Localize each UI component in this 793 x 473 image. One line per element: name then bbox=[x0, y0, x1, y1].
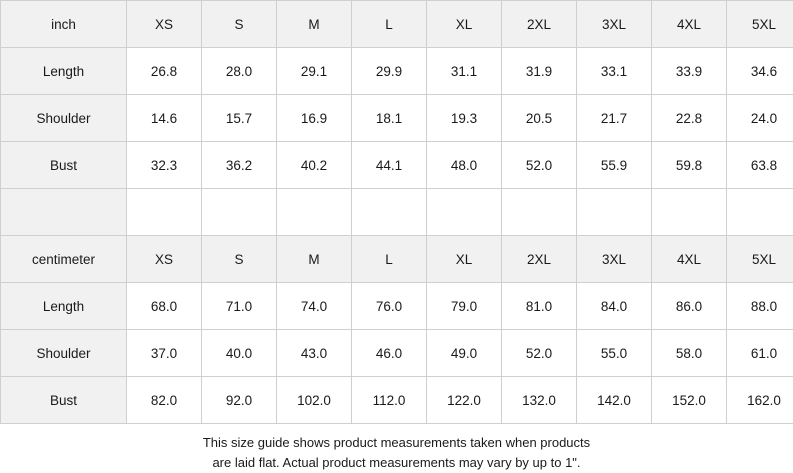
size-header-xs: XS bbox=[127, 1, 202, 48]
cell-bust-inch-5xl: 63.8 bbox=[727, 142, 793, 189]
cell-length-cm-s: 71.0 bbox=[202, 283, 277, 330]
spacer-cell bbox=[577, 189, 652, 236]
cell-length-cm-xl: 79.0 bbox=[427, 283, 502, 330]
note-line-2: are laid flat. Actual product measurements may vary by up to 1". bbox=[0, 453, 793, 473]
table-row bbox=[1, 142, 793, 189]
cell-bust-inch-xl: 48.0 bbox=[427, 142, 502, 189]
unit-header-inch: inch bbox=[1, 1, 127, 48]
row-header-shoulder-cm: Shoulder bbox=[1, 330, 127, 377]
spacer-cell bbox=[277, 189, 352, 236]
cell-bust-inch-4xl: 59.8 bbox=[652, 142, 727, 189]
cell-length-cm-3xl: 84.0 bbox=[577, 283, 652, 330]
row-header-bust-inch: Bust bbox=[1, 142, 127, 189]
cell-bust-cm-5xl: 162.0 bbox=[727, 377, 793, 424]
size-header-cm-5xl: 5XL bbox=[727, 236, 793, 283]
note-line-1: This size guide shows product measurements taken when products bbox=[0, 433, 793, 453]
unit-header-centimeter: centimeter bbox=[1, 236, 127, 283]
row-header-length-inch: Length bbox=[1, 48, 127, 95]
size-header-m: M bbox=[277, 1, 352, 48]
size-header-cm-s: S bbox=[202, 236, 277, 283]
cell-length-inch-5xl: 34.6 bbox=[727, 48, 793, 95]
cell-length-inch-xs: 26.8 bbox=[127, 48, 202, 95]
table-row bbox=[1, 48, 793, 95]
spacer-cell bbox=[727, 189, 793, 236]
cell-shoulder-cm-2xl: 52.0 bbox=[502, 330, 577, 377]
cell-length-cm-m: 74.0 bbox=[277, 283, 352, 330]
cell-length-inch-3xl: 33.1 bbox=[577, 48, 652, 95]
cell-bust-cm-4xl: 152.0 bbox=[652, 377, 727, 424]
cell-bust-cm-xs: 82.0 bbox=[127, 377, 202, 424]
cell-shoulder-cm-l: 46.0 bbox=[352, 330, 427, 377]
cell-bust-cm-xl: 122.0 bbox=[427, 377, 502, 424]
row-header-length-cm: Length bbox=[1, 283, 127, 330]
cell-length-inch-s: 28.0 bbox=[202, 48, 277, 95]
spacer-cell bbox=[652, 189, 727, 236]
size-header-5xl: 5XL bbox=[727, 1, 793, 48]
cell-bust-inch-3xl: 55.9 bbox=[577, 142, 652, 189]
spacer-cell bbox=[502, 189, 577, 236]
cell-bust-cm-3xl: 142.0 bbox=[577, 377, 652, 424]
cell-bust-cm-2xl: 132.0 bbox=[502, 377, 577, 424]
size-header-cm-3xl: 3XL bbox=[577, 236, 652, 283]
row-header-bust-cm: Bust bbox=[1, 377, 127, 424]
cell-shoulder-inch-m: 16.9 bbox=[277, 95, 352, 142]
size-header-l: L bbox=[352, 1, 427, 48]
cell-shoulder-inch-2xl: 20.5 bbox=[502, 95, 577, 142]
size-header-4xl: 4XL bbox=[652, 1, 727, 48]
table-row bbox=[1, 283, 793, 330]
cell-length-inch-m: 29.1 bbox=[277, 48, 352, 95]
cell-bust-inch-m: 40.2 bbox=[277, 142, 352, 189]
size-header-cm-4xl: 4XL bbox=[652, 236, 727, 283]
cell-shoulder-cm-s: 40.0 bbox=[202, 330, 277, 377]
cell-bust-inch-xs: 32.3 bbox=[127, 142, 202, 189]
cell-shoulder-cm-3xl: 55.0 bbox=[577, 330, 652, 377]
cell-length-cm-5xl: 88.0 bbox=[727, 283, 793, 330]
cell-bust-inch-2xl: 52.0 bbox=[502, 142, 577, 189]
size-header-3xl: 3XL bbox=[577, 1, 652, 48]
table-row bbox=[1, 95, 793, 142]
cell-shoulder-inch-3xl: 21.7 bbox=[577, 95, 652, 142]
row-header-shoulder-inch: Shoulder bbox=[1, 95, 127, 142]
cell-length-inch-2xl: 31.9 bbox=[502, 48, 577, 95]
cell-bust-cm-m: 102.0 bbox=[277, 377, 352, 424]
spacer-cell bbox=[352, 189, 427, 236]
cell-shoulder-inch-s: 15.7 bbox=[202, 95, 277, 142]
cell-shoulder-inch-4xl: 22.8 bbox=[652, 95, 727, 142]
spacer-cell bbox=[127, 189, 202, 236]
cell-length-cm-xs: 68.0 bbox=[127, 283, 202, 330]
table-row bbox=[1, 236, 793, 283]
size-header-cm-2xl: 2XL bbox=[502, 236, 577, 283]
cell-shoulder-cm-xl: 49.0 bbox=[427, 330, 502, 377]
table-spacer-row bbox=[1, 189, 793, 236]
table-row bbox=[1, 330, 793, 377]
cell-bust-cm-l: 112.0 bbox=[352, 377, 427, 424]
size-guide-note bbox=[0, 424, 793, 473]
cell-shoulder-inch-xl: 19.3 bbox=[427, 95, 502, 142]
cell-shoulder-cm-xs: 37.0 bbox=[127, 330, 202, 377]
table-row bbox=[1, 1, 793, 48]
cell-shoulder-cm-4xl: 58.0 bbox=[652, 330, 727, 377]
size-header-cm-m: M bbox=[277, 236, 352, 283]
cell-bust-inch-s: 36.2 bbox=[202, 142, 277, 189]
size-header-cm-xs: XS bbox=[127, 236, 202, 283]
size-header-s: S bbox=[202, 1, 277, 48]
cell-shoulder-inch-5xl: 24.0 bbox=[727, 95, 793, 142]
size-header-cm-l: L bbox=[352, 236, 427, 283]
size-header-cm-xl: XL bbox=[427, 236, 502, 283]
table-row bbox=[1, 377, 793, 424]
cell-bust-cm-s: 92.0 bbox=[202, 377, 277, 424]
spacer-cell-label bbox=[1, 189, 127, 236]
cell-length-cm-l: 76.0 bbox=[352, 283, 427, 330]
cell-bust-inch-l: 44.1 bbox=[352, 142, 427, 189]
size-header-xl: XL bbox=[427, 1, 502, 48]
cell-length-inch-4xl: 33.9 bbox=[652, 48, 727, 95]
cell-length-inch-l: 29.9 bbox=[352, 48, 427, 95]
cell-length-cm-2xl: 81.0 bbox=[502, 283, 577, 330]
cell-shoulder-inch-xs: 14.6 bbox=[127, 95, 202, 142]
cell-shoulder-cm-m: 43.0 bbox=[277, 330, 352, 377]
cell-shoulder-inch-l: 18.1 bbox=[352, 95, 427, 142]
cell-length-cm-4xl: 86.0 bbox=[652, 283, 727, 330]
spacer-cell bbox=[202, 189, 277, 236]
cell-shoulder-cm-5xl: 61.0 bbox=[727, 330, 793, 377]
size-header-2xl: 2XL bbox=[502, 1, 577, 48]
spacer-cell bbox=[427, 189, 502, 236]
cell-length-inch-xl: 31.1 bbox=[427, 48, 502, 95]
